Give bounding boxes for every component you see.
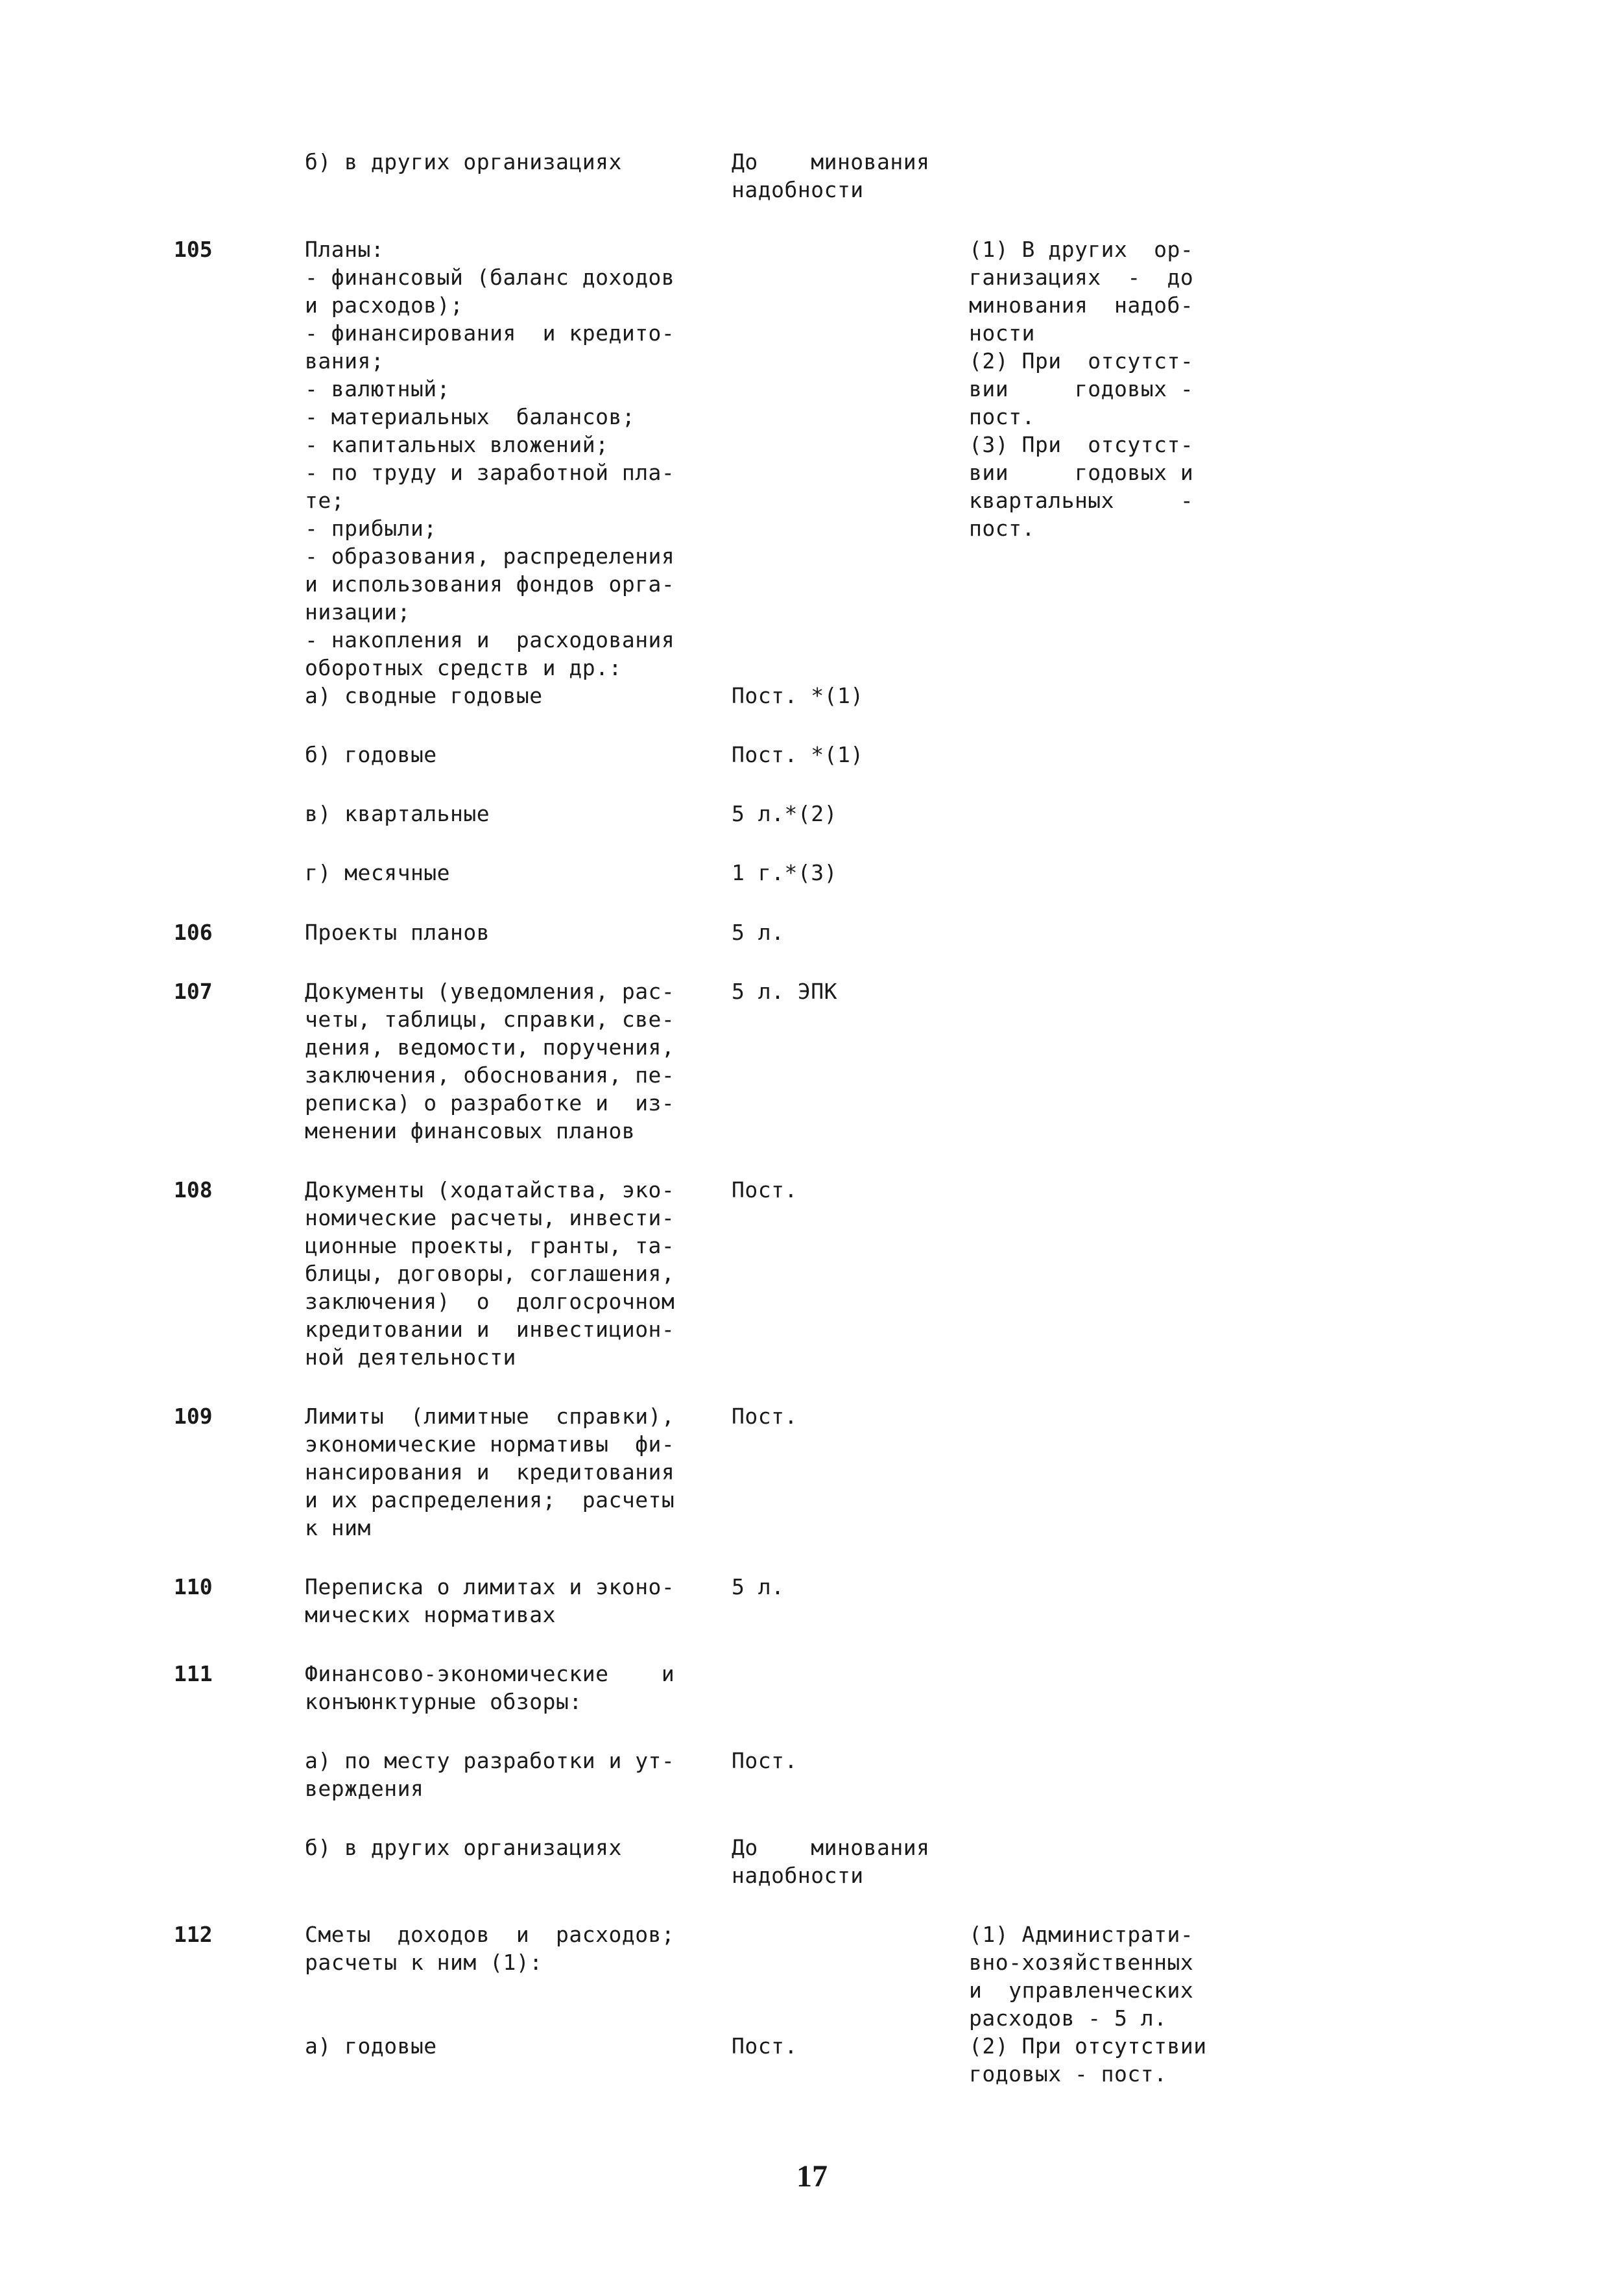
row-title-line: Финансово-экономические и: [305, 1661, 675, 1686]
row-number: 110: [174, 1574, 213, 1599]
row-title-line: - материальных балансов;: [305, 404, 636, 429]
row-title-line: Проекты планов: [305, 920, 490, 945]
subitem-label: б) в других организациях: [305, 1835, 622, 1860]
row-title-line: ционные проекты, гранты, та-: [305, 1233, 675, 1258]
row-title-line: - по труду и заработной пла-: [305, 460, 675, 485]
row-title-line: Документы (уведомления, рас-: [305, 979, 675, 1004]
continuation-term-line: До минования: [732, 149, 930, 174]
row-note-line: (1) Администрати-: [969, 1922, 1194, 1947]
row-note-line: вии годовых -: [969, 376, 1194, 401]
row-title-line: те;: [305, 488, 345, 513]
row-title-line: и их распределения; расчеты: [305, 1487, 675, 1513]
row-title-line: заключения, обоснования, пе-: [305, 1062, 675, 1088]
row-title-line: - накопления и расходования: [305, 627, 675, 652]
row-title-line: - прибыли;: [305, 516, 437, 541]
row-title-line: - финансовый (баланс доходов: [305, 265, 675, 290]
row-title-line: расчеты к ним (1):: [305, 1950, 543, 1975]
row-title-line: низации;: [305, 599, 411, 625]
row-term-line: 5 л.: [732, 920, 785, 945]
row-note-line: и управленческих: [969, 1978, 1194, 2003]
subitem-term: 5 л.*(2): [732, 801, 837, 826]
subitem-term: Пост.: [732, 2033, 798, 2059]
row-number: 111: [174, 1661, 213, 1686]
row-note-line: годовых - пост.: [969, 2061, 1167, 2087]
row-number: 109: [174, 1404, 213, 1429]
subitem-term: Пост.: [732, 1748, 798, 1773]
row-title-line: ной деятельности: [305, 1345, 516, 1370]
row-note-line: расходов - 5 л.: [969, 2005, 1167, 2031]
row-title-line: и использования фондов орга-: [305, 571, 675, 597]
row-title-line: Планы:: [305, 237, 385, 262]
row-term-line: 5 л. ЭПК: [732, 979, 837, 1004]
subitem-label: г) месячные: [305, 860, 451, 885]
row-number: 107: [174, 979, 213, 1004]
row-title-line: экономические нормативы фи-: [305, 1431, 675, 1457]
row-term-line: 5 л.: [732, 1574, 785, 1599]
row-title-line: мических нормативах: [305, 1602, 556, 1627]
row-title-line: конъюнктурные обзоры:: [305, 1689, 582, 1714]
subitem-label: а) сводные годовые: [305, 683, 543, 708]
row-title-line: к ним: [305, 1515, 371, 1540]
continuation-term-line: надобности: [732, 177, 864, 202]
row-note-line: (3) При отсутст-: [969, 432, 1194, 457]
row-number: 112: [174, 1922, 213, 1947]
row-number: 106: [174, 920, 213, 945]
row-note-line: минования надоб-: [969, 293, 1194, 318]
subitem-label: б) годовые: [305, 742, 437, 767]
row-title-line: дения, ведомости, поручения,: [305, 1035, 675, 1060]
row-title-line: нансирования и кредитования: [305, 1459, 675, 1485]
row-note-line: (2) При отсутствии: [969, 2033, 1207, 2059]
row-title-line: - капитальных вложений;: [305, 432, 609, 457]
subitem-term: 1 г.*(3): [732, 860, 837, 885]
row-note-line: квартальных -: [969, 488, 1194, 513]
row-title-line: Лимиты (лимитные справки),: [305, 1404, 675, 1429]
page-number: 17: [796, 2159, 828, 2194]
row-term-line: Пост.: [732, 1177, 798, 1202]
row-note-line: (2) При отсутст-: [969, 348, 1194, 374]
row-number: 105: [174, 237, 213, 262]
row-note-line: вно-хозяйственных: [969, 1950, 1194, 1975]
row-title-line: менении финансовых планов: [305, 1118, 636, 1143]
row-note-line: ности: [969, 320, 1035, 346]
continuation-title-line: б) в других организациях: [305, 149, 622, 174]
subitem-label: а) годовые: [305, 2033, 437, 2059]
row-title-line: реписка) о разработке и из-: [305, 1090, 675, 1116]
row-title-line: - валютный;: [305, 376, 451, 401]
row-title-line: блицы, договоры, соглашения,: [305, 1261, 675, 1286]
row-title-line: оборотных средств и др.:: [305, 655, 622, 680]
row-title-line: и расходов);: [305, 293, 464, 318]
row-title-line: четы, таблицы, справки, све-: [305, 1007, 675, 1032]
row-title-line: - финансирования и кредито-: [305, 320, 675, 346]
row-title-line: заключения) о долгосрочном: [305, 1289, 675, 1314]
row-title-line: Документы (ходатайства, эко-: [305, 1177, 675, 1202]
row-title-line: вания;: [305, 348, 385, 374]
row-title-line: - образования, распределения: [305, 544, 675, 569]
row-number: 108: [174, 1177, 213, 1202]
row-term-line: Пост.: [732, 1404, 798, 1429]
row-note-line: пост.: [969, 516, 1035, 541]
row-title-line: Сметы доходов и расходов;: [305, 1922, 675, 1947]
row-note-line: вии годовых и: [969, 460, 1194, 485]
subitem-label: а) по месту разработки и ут-: [305, 1748, 675, 1773]
subitem-label: в) квартальные: [305, 801, 490, 826]
row-note-line: ганизациях - до: [969, 265, 1194, 290]
row-title-line: номические расчеты, инвести-: [305, 1205, 675, 1230]
row-title-line: Переписка о лимитах и эконо-: [305, 1574, 675, 1599]
subitem-term: Пост. *(1): [732, 742, 864, 767]
subitem-label: верждения: [305, 1776, 424, 1801]
row-title-line: кредитовании и инвестицион-: [305, 1317, 675, 1342]
row-note-line: (1) В других ор-: [969, 237, 1194, 262]
subitem-term: Пост. *(1): [732, 683, 864, 708]
row-note-line: пост.: [969, 404, 1035, 429]
subitem-term: До минования: [732, 1835, 930, 1860]
subitem-term: надобности: [732, 1863, 864, 1888]
